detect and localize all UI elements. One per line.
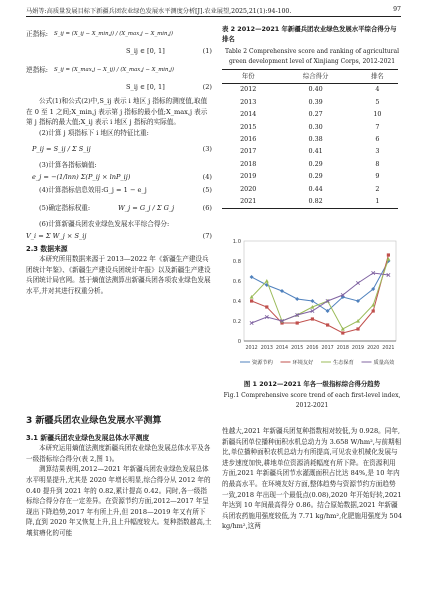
- step-4-text: (4)计算指标信息效用:G_j = 1 − e_j: [39, 185, 147, 194]
- data-point: [356, 281, 359, 284]
- formula-2-condition: S_ij ∈ [0, 1]: [126, 83, 165, 91]
- x-tick-label: 2013: [260, 346, 273, 351]
- table-cell-rank: 2: [375, 184, 380, 193]
- formula-7-expression: V_i = Σ W_j × S_ij: [26, 231, 87, 240]
- x-tick-label: 2014: [275, 346, 289, 351]
- x-tick-label: 2017: [321, 346, 334, 351]
- figure-1-caption-cn: 图 1 2012—2021 年各一级指标综合得分趋势: [243, 380, 381, 388]
- table-cell-year: 2013: [240, 97, 257, 106]
- series-line-3: [252, 273, 389, 323]
- formula-7: [26, 230, 212, 243]
- x-tick-label: 2021: [382, 346, 395, 351]
- table-row: [222, 121, 398, 133]
- legend-label: 环境友好: [292, 360, 314, 366]
- data-point: [295, 297, 299, 301]
- table-cell-score: 0.29: [308, 159, 323, 168]
- formula-2-label: 逆指标:: [26, 66, 49, 74]
- formula-7-number: (7): [202, 231, 212, 240]
- trend-line-chart: [222, 233, 402, 378]
- data-point: [250, 275, 254, 279]
- data-point: [311, 317, 314, 320]
- table-cell-rank: 6: [375, 135, 380, 144]
- table-header-row: [222, 70, 398, 84]
- table-row: [222, 183, 398, 195]
- table-cell-year: 2019: [240, 172, 257, 181]
- table-cell-rank: 10: [373, 110, 382, 119]
- section-3-1-results: 测算结果表明,2012—2021 年新疆兵团农业绿色发展总体水平明显提升,尤其是 2020 年增长明显,综合得分从 2012 年的 0.40 提升到 2021 年的 0.82,累计提高 0.42。同时,各一级指标综合得分存在一定差异。在资源节约方面,2012—2017 年呈现出下降趋势,2017 年有所上升,但 2018—2019 年又有所下降,直到 2020 年又恢复上升,且上升幅度较大。复种指数越高,土壤贫瘠化的可能: [26, 465, 212, 537]
- formula-1-condition: S_ij ∈ [0, 1]: [126, 47, 165, 55]
- table-cell-year: 2015: [240, 122, 257, 131]
- table-2-caption-en: Table 2 Comprehensive score and ranking of agricultural green development level of Xinjiang Corps, 2012-2021: [224, 48, 400, 65]
- section-3-title: 3 新疆兵团农业绿色发展水平测算: [26, 416, 162, 426]
- data-point: [265, 279, 269, 283]
- formula-2-number: (2): [202, 83, 212, 91]
- table-cell-rank: 9: [375, 172, 380, 181]
- formula-4-number: (4): [202, 172, 212, 181]
- left-column: [26, 24, 212, 297]
- formula-1-condition-row: [26, 46, 212, 60]
- subsection-3-1-title: 3.1 新疆兵团农业绿色发展总体水平测度: [26, 433, 150, 442]
- legend-label: 质量高效: [373, 360, 395, 366]
- x-tick-label: 2016: [306, 346, 319, 351]
- y-tick-label: 0.8: [232, 259, 241, 265]
- formula-6-expression: W_j = G_j / Σ G_j: [118, 203, 175, 212]
- table-cell-rank: 4: [375, 85, 380, 94]
- page-number: 97: [393, 6, 401, 13]
- formula-3: [26, 138, 212, 160]
- table-row: [222, 133, 398, 145]
- step-5-text: (5)确定指标权重:: [39, 203, 91, 212]
- data-point: [296, 321, 299, 324]
- formula-4: [26, 171, 212, 184]
- y-tick-label: 0.2: [232, 319, 241, 325]
- table-cell-rank: 3: [375, 147, 380, 156]
- table-header-year: 年份: [222, 70, 274, 84]
- formula-2-condition-row: [26, 82, 212, 96]
- plot-area-frame: [244, 241, 396, 341]
- step-6-text: (6)计算新疆兵团农业绿色发展水平综合得分:: [39, 219, 170, 228]
- data-point: [280, 289, 284, 293]
- y-tick-label: 0.4: [232, 299, 241, 305]
- table-2: [222, 69, 398, 209]
- table-cell-score: 0.38: [308, 135, 323, 144]
- table-cell-score: 0.44: [308, 184, 323, 193]
- formula-2: [26, 60, 212, 82]
- formula-6: [26, 197, 212, 219]
- step-2-text: (2)计算 j 项指标下 i 地区的特征比重:: [39, 128, 149, 137]
- table-cell-score: 0.41: [308, 147, 323, 156]
- table-cell-year: 2014: [240, 110, 257, 119]
- data-point: [265, 305, 268, 308]
- formula-5-number: (5): [202, 185, 212, 194]
- subsection-2-3-title: 2.3 数据来源: [26, 244, 68, 253]
- y-tick-label: 1.0: [232, 239, 241, 245]
- data-point: [356, 327, 359, 330]
- table-cell-rank: 8: [375, 159, 380, 168]
- table-cell-year: 2017: [240, 147, 257, 156]
- table-row: [222, 158, 398, 170]
- table-2-caption-cn: 表 2 2012—2021 年新疆兵团农业绿色发展水平综合得分与排名: [222, 25, 397, 43]
- formula-5: [26, 184, 212, 197]
- table-header-rank: 排名: [357, 70, 398, 84]
- formula-2-expression: S_ij = (X_max,j − X_ij) / (X_max,j − X_min,j): [54, 67, 174, 73]
- formula-1-label: 正指标:: [26, 30, 49, 38]
- data-point: [341, 331, 344, 334]
- table-row: [222, 146, 398, 158]
- section-3: [26, 410, 212, 539]
- data-point: [250, 299, 253, 302]
- table-cell-year: 2018: [240, 159, 257, 168]
- formula-1: [26, 24, 212, 46]
- table-cell-score: 0.39: [308, 97, 323, 106]
- formula-3-expression: P_ij = S_ij / Σ S_ij: [32, 145, 91, 154]
- data-point: [387, 253, 390, 256]
- right-column: [222, 24, 402, 209]
- legend-label: 资源节约: [252, 360, 273, 366]
- right-bottom-text: [222, 426, 402, 532]
- x-tick-label: 2015: [291, 346, 304, 351]
- running-header: [26, 6, 401, 15]
- section-3-1-intro: 本研究运用熵值法测度新疆兵团农业绿色发展总体水平及各一级指标综合得分(表 2,图 1)。: [26, 444, 211, 463]
- legend-label: 生态保育: [333, 360, 354, 366]
- table-cell-rank: 7: [375, 122, 380, 131]
- table-row: [222, 96, 398, 108]
- formula-explanation: 公式(1)和公式(2)中,S_ij 表示 i 地区 j 指标的测度值,取值在 0 至 1 之间;X_min,j 表示第 j 指标的最小值;X_max,j 表示第 j 指标的最大值;X_ij 表示 i 地区 j 指标的实际值。: [26, 97, 208, 127]
- formula-1-expression: S_ij = (X_ij − X_min,j) / (X_max,j − X_min,j): [54, 31, 173, 37]
- formula-4-expression: e_j = −(1/lnn) Σ(P_ij × lnP_ij): [32, 172, 131, 181]
- formula-1-number: (1): [202, 47, 212, 55]
- running-title: 马娟等:高质量发展目标下新疆兵团农业绿色发展水平测度分析[J].农业展望,2025,21(1):94-100.: [26, 8, 292, 15]
- table-cell-rank: 5: [375, 97, 380, 106]
- x-tick-label: 2019: [351, 346, 365, 351]
- table-cell-score: 0.30: [308, 122, 323, 131]
- table-cell-year: 2021: [222, 195, 274, 208]
- table-cell-year: 2020: [240, 184, 257, 193]
- x-tick-label: 2020: [367, 346, 380, 351]
- formula-3-number: (3): [202, 145, 212, 154]
- figure-1-chart: [222, 233, 402, 378]
- data-point: [372, 309, 375, 312]
- table-row: [222, 83, 398, 96]
- table-cell-score: 0.27: [308, 110, 323, 119]
- right-bottom-paragraph: 性越大,2021 年新疆兵团复种指数相对较低,为 0.928。同年,新疆兵团单位播种面积水机总动力为 3.658 W/hm²,与前期相比,单位播种面积农机总动力有所提高,可见农业机械化发展与进步速度加快,耕地单位资源消耗幅度有所下降。在资源利用方面,2021 年新疆兵团节水灌溉面积占比达 84%,是 10 年内的最高水平。在环境友好方面,整体趋势与资源节约方面趋势一致,2018 年出现一个最低点(0.08),2020 年开始好转,2021 年达到 10 年间最高得分 0.86。结合原始数据,2021 年新疆兵团农药施用强度较低,为 7.71 kg/hm²,化肥施用强度为 504 kg/hm²,这两: [222, 427, 403, 531]
- table-cell-score: 0.40: [308, 85, 323, 94]
- x-tick-label: 2018: [336, 346, 349, 351]
- table-cell-year: 2012: [240, 85, 257, 94]
- data-point: [326, 323, 329, 326]
- figure-1-caption-en: Fig.1 Comprehensive score trend of each first-level index, 2012-2021: [223, 392, 401, 409]
- table-cell-score: 0.82: [274, 195, 356, 208]
- y-tick-label: 0.6: [232, 279, 241, 285]
- table-cell-year: 2016: [240, 135, 257, 144]
- table-row: [222, 108, 398, 120]
- y-tick-label: 0: [237, 339, 241, 345]
- table-cell-rank: 1: [357, 195, 398, 208]
- step-3-text: (3)计算各指标熵值:: [39, 161, 97, 170]
- formula-6-number: (6): [202, 203, 212, 212]
- data-source-paragraph: 本研究所用数据来源于 2013—2022 年《新疆生产建设兵团统计年鉴》、《新疆生产建设兵团统计年报》以及新疆生产建设兵团统计局官网。基于熵值法测算出新疆兵团各项农业绿色发展水平,并对其进行权重分析。: [26, 255, 211, 295]
- header-rule: [26, 16, 401, 17]
- x-tick-label: 2012: [245, 346, 258, 351]
- table-row: [222, 170, 398, 182]
- table-header-score: 综合得分: [274, 70, 356, 84]
- table-row: [222, 195, 398, 208]
- table-cell-score: 0.29: [308, 172, 323, 181]
